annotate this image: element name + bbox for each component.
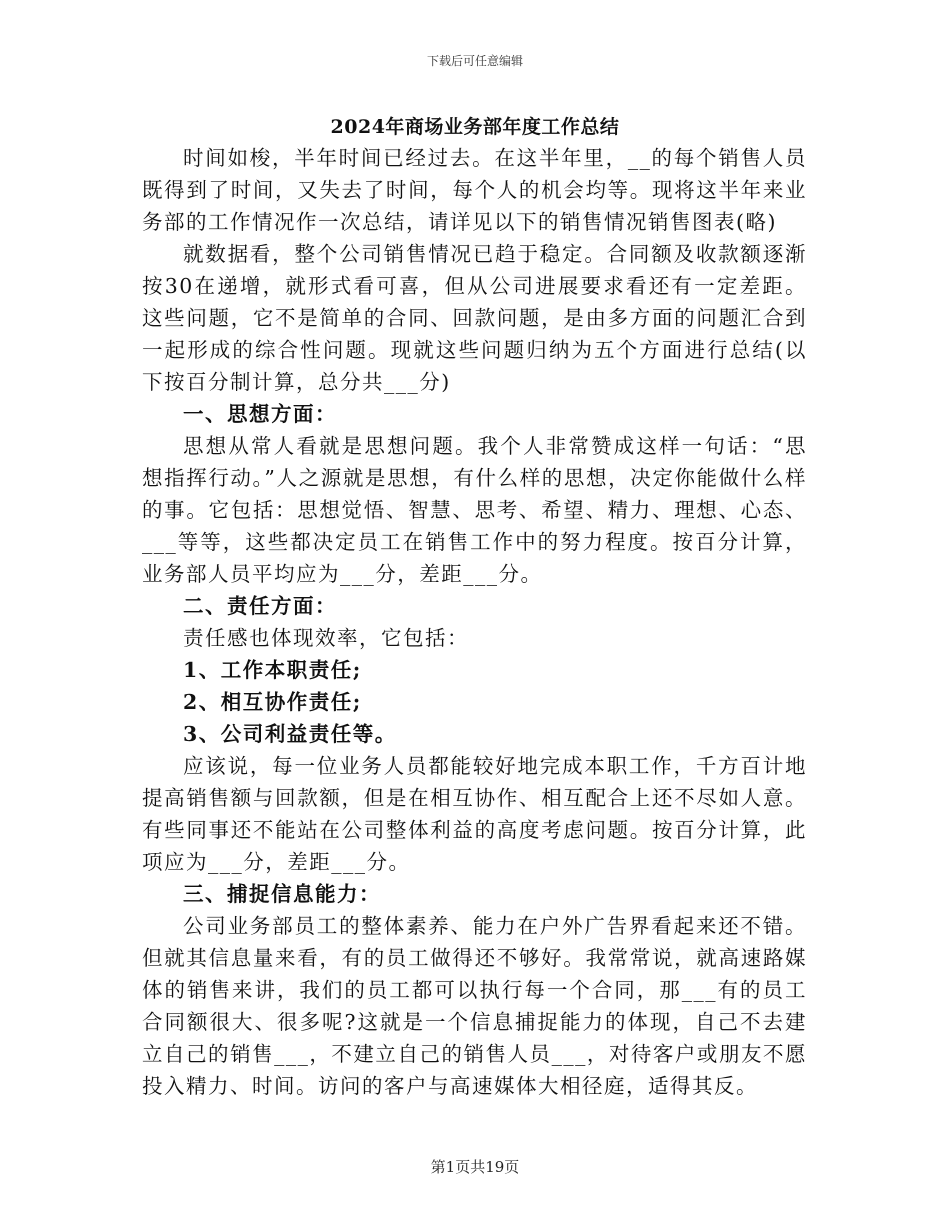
paragraph: 时间如梭，半年时间已经过去。在这半年里，__的每个销售人员既得到了时间，又失去了时间，每个人的机会均等。现将这半年来业务部的工作情况作一次总结，请详见以下的销售情况销售图表(略) — [142, 146, 807, 234]
section-heading: 一、思想方面： — [183, 402, 337, 426]
page-footer: 第1页共19页 — [430, 1158, 520, 1176]
section-heading: 三、捕捉信息能力： — [183, 882, 381, 906]
paragraph: 就数据看，整个公司销售情况已趋于稳定。合同额及收款额逐渐按30在递增，就形式看可喜，但从公司进展要求看还有一定差距。这些问题，它不是简单的合同、回款问题，是由多方面的问题汇合到一起形成的综合性问题。现就这些问题归纳为五个方面进行总结(以下按百分制计算，总分共___分) — [142, 242, 807, 394]
paragraph: 责任感也体现效率，它包括： — [183, 626, 469, 650]
section-heading: 二、责任方面： — [183, 594, 337, 618]
paragraph: 公司业务部员工的整体素养、能力在户外广告界看起来还不错。但就其信息量来看，有的员工做得还不够好。我常常说，就高速路媒体的销售来讲，我们的员工都可以执行每一个合同，那___有的员工合同额很大、很多呢?这就是一个信息捕捉能力的体现，自己不去建立自己的销售___，不建立自己的销售人员___，对待客户或朋友不愿投入精力、时间。访问的客户与高速媒体大相径庭，适得其反。 — [142, 914, 807, 1098]
paragraph: 思想从常人看就是思想问题。我个人非常赞成这样一句话：“思想指挥行动。”人之源就是思想，有什么样的思想，决定你能做什么样的事。它包括：思想觉悟、智慧、思考、希望、精力、理想、心态、___等等，这些都决定员工在销售工作中的努力程度。按百分计算，业务部人员平均应为___分，差距___分。 — [142, 434, 807, 586]
list-item: 1、工作本职责任; — [183, 658, 362, 682]
header-note: 下载后可任意编辑 — [426, 54, 523, 68]
list-item: 2、相互协作责任; — [183, 690, 362, 714]
paragraph: 应该说，每一位业务人员都能较好地完成本职工作，千方百计地提高销售额与回款额，但是在相互协作、相互配合上还不尽如人意。有些同事还不能站在公司整体利益的高度考虑问题。按百分计算，此项应为___分，差距___分。 — [142, 754, 807, 874]
document-body — [142, 142, 807, 1102]
list-item: 3、公司利益责任等。 — [183, 722, 397, 746]
document-title: 2024年商场业务部年度工作总结 — [330, 116, 620, 138]
